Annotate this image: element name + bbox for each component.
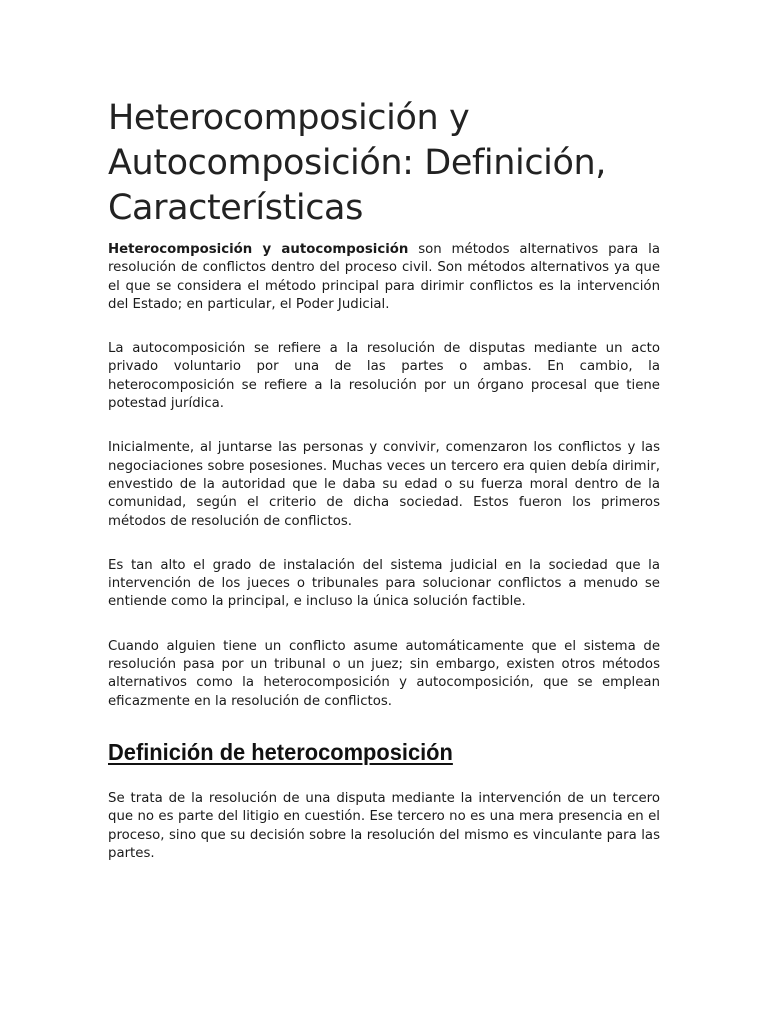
intro-rest-text: son métodos alternativos para la resolución de conflictos dentro del proceso civil. Son métodos alternativos ya que el que se considera el método principal para dirimir conflictos es la intervención del Estado; en particular, el Poder Judicial.: [108, 242, 661, 312]
paragraph-definition: Se trata de la resolución de una disputa mediante la intervención de un tercero que no es parte del litigio en cuestión. Ese tercero no es una mera presencia en el proceso, sino que su decisión sobre la resolución del mismo es vinculante para las partes.: [108, 790, 660, 861]
paragraph-autocomposicion: La autocomposición se refiere a la resolución de disputas mediante un acto privado voluntario por una de las partes o ambas. En cambio, la heterocomposición se refiere a la resolución por un órgano procesal que tiene potestad jurídica.: [108, 341, 660, 412]
paragraph-judicial-system: Es tan alto el grado de instalación del sistema judicial en la sociedad que la intervención de los jueces o tribunales para solucionar conflictos a menudo se entiende como la principal, e incluso la única solución factible.: [108, 557, 660, 610]
intro-paragraph: [108, 241, 660, 314]
intro-lead-bold: Heterocomposición y autocomposición: [108, 242, 409, 257]
document-body: [108, 96, 660, 889]
paragraph-origins: Inicialmente, al juntarse las personas y convivir, comenzaron los conflictos y las negociaciones sobre posesiones. Muchas veces un tercero era quien debía dirimir, envestido de la autoridad que le daba su edad o su fuerza moral dentro de la comunidad, según el criterio de dicha sociedad. Estos fueron los primeros métodos de resolución de conflictos.: [108, 440, 660, 529]
paragraph-alternatives: Cuando alguien tiene un conflicto asume automáticamente que el sistema de resolución pasa por un tribunal o un juez; sin embargo, existen otros métodos alternativos como la heterocomposición y autocomposición, que se emplean eficazmente en la resolución de conflictos.: [108, 638, 660, 709]
section-heading-heterocomposicion: Definición de heterocomposición: [108, 738, 453, 765]
document-title: Heterocomposición y Autocomposición: Definición, Características: [108, 98, 607, 228]
